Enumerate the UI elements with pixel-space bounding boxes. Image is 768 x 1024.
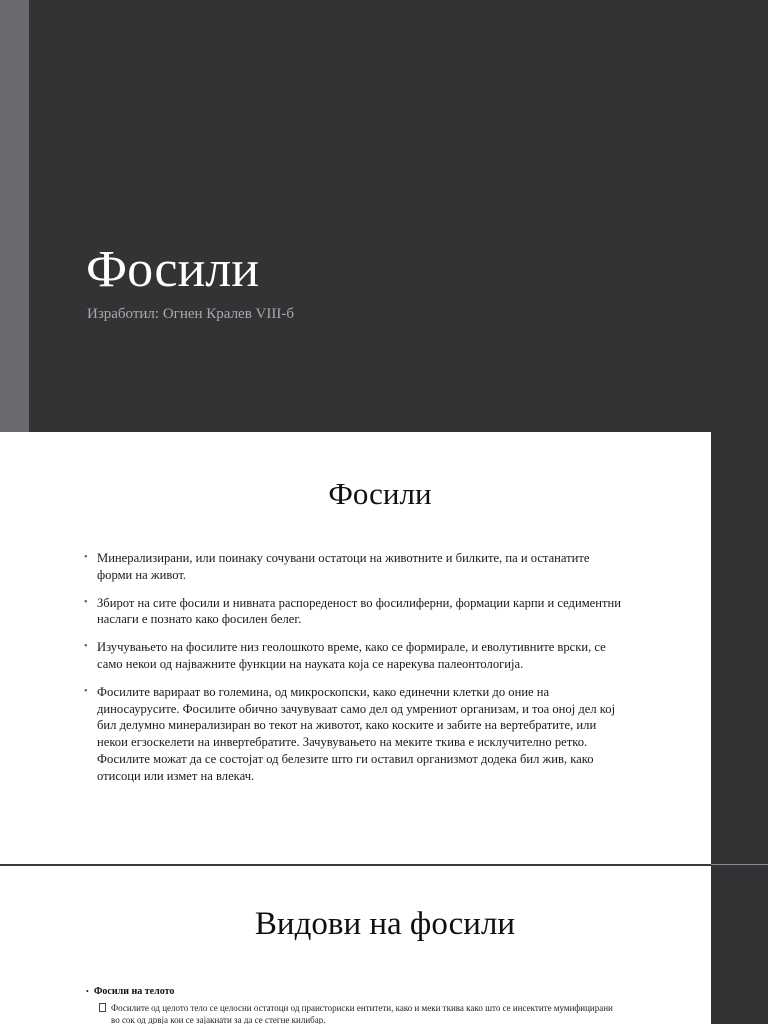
slide-2-heading: Фосили [328, 476, 432, 511]
bullet-icon: • [84, 552, 88, 563]
bullet-text: Фосили на телото [93, 986, 175, 997]
bullet-text: Збирот на сите фосили и нивната распореденост во фосилиферни, формации карпи и седиментни наслаги е познато како фосилен белег. [97, 595, 621, 627]
list-item [82, 595, 622, 629]
checkbox-bullet-icon [99, 1003, 106, 1012]
slide-3-heading: Видови на фосили [254, 906, 516, 942]
bullet-icon: • [84, 685, 88, 697]
sub-bullet-text: Фосилите од целото тело се целосни остатоци од праисториски ентитети, како и меки ткива како што се инсектите мумифицирани во сок од дрвја кои се зајакнати за да се стегне килибар. [111, 1003, 613, 1024]
bullet-icon: • [84, 596, 88, 608]
bullet-text: Фосилите варираат во големина, од микроскопски, како единечни клетки до оние на диносаурусите. Фосилите обично зачувуваат само дел од умрениот организам, и тоа оној дел кој бил делумно минерализиран во текот на животот, како коските и забите на вертебратите, или некои егзоскелети на инвертебратите. Зачувувањето на меките ткива е исклучително ретко. Фосилите можат да се состојат од белезите што ги оставил организмот додека бил жив, како отисоци или измет на влекач. [97, 684, 616, 783]
bullet-icon: • [84, 641, 88, 653]
list-item [82, 550, 622, 584]
bullet-text: Изучувањето на фосилите низ геолошкото време, како се формирале, и еволутивните врски, се само некои од најважните функции на науката која се нарекува палеонтологија. [97, 640, 606, 671]
slide-2-bullet-list [82, 550, 622, 796]
slide-3-bullet [86, 986, 174, 997]
slide-accent-stripe [0, 0, 29, 432]
slide-1 [0, 0, 768, 432]
slide-2 [0, 432, 711, 864]
list-item [82, 684, 622, 785]
list-item [82, 639, 622, 673]
slide-3 [0, 866, 711, 1024]
bullet-text: Минерализирани, или поинаку сочувани остатоци на животните и билките, па и останатите форми на живот. [97, 551, 590, 582]
gutter-divider [711, 864, 768, 865]
right-gutter-lower [711, 866, 768, 1024]
bullet-icon: • [86, 987, 89, 996]
slide-1-title: Фосили [86, 241, 260, 298]
slide-3-sub-bullet [100, 1002, 620, 1024]
slide-1-subtitle: Изработил: Огнен Кралев VIII-б [87, 306, 294, 322]
